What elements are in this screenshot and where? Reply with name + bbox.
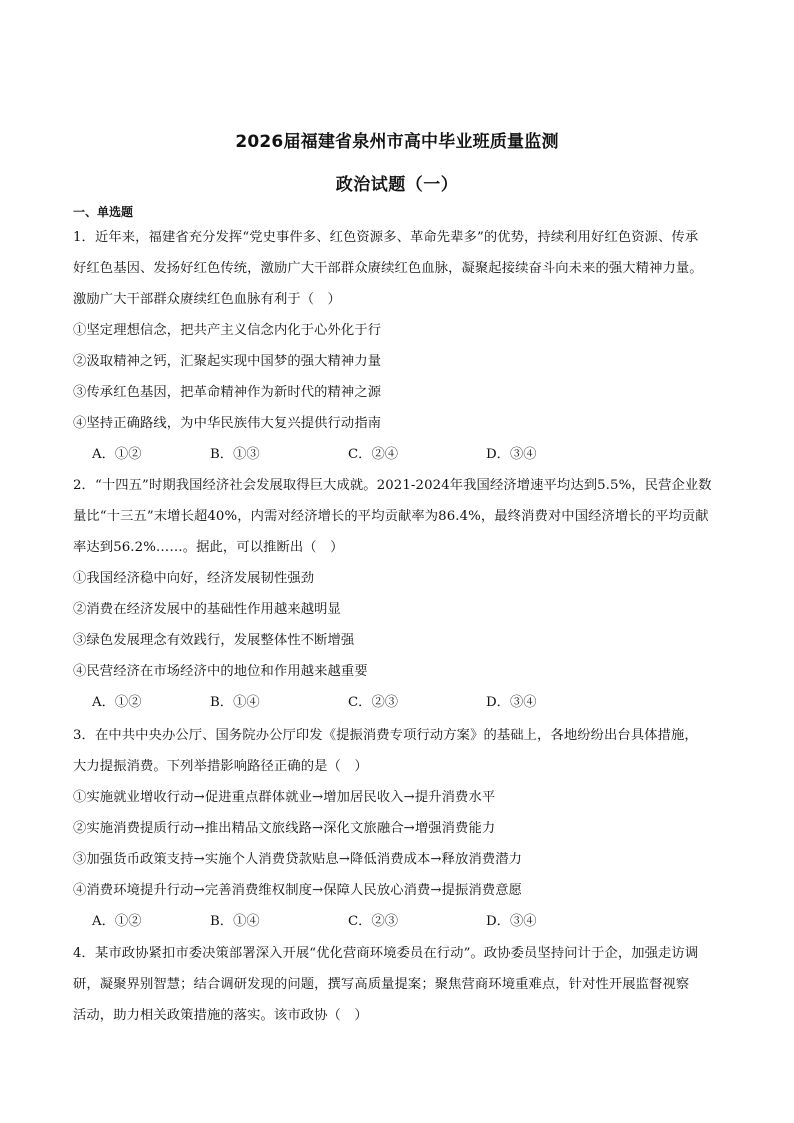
option-a[interactable]: A．①② [92,695,142,710]
option-b[interactable]: B．①④ [210,695,260,710]
option-d[interactable]: D．③④ [486,695,537,710]
option-b[interactable]: B．①③ [210,447,260,462]
question-stem-line: 激励广大干部群众赓续红色血脉有利于（ ） [73,292,341,307]
statement: ④民营经济在市场经济中的地位和作用越来越重要 [73,664,368,679]
exam-subtitle: 政治试题（一） [335,175,459,195]
statement: ②实施消费提质行动→推出精品文旅线路→深化文旅融合→增强消费能力 [73,821,496,836]
statement: ②汲取精神之钙，汇聚起实现中国梦的强大精神力量 [73,354,382,369]
question-stem-line: 好红色基因、发扬好红色传统，激励广大干部群众赓续红色血脉，凝聚起接续奋斗向未来的强大精神力量。 [73,261,703,276]
statement: ③绿色发展理念有效践行，发展整体性不断增强 [73,633,355,648]
question-stem-line: 活动，助力相关政策措施的落实。该市政协（ ） [73,1008,368,1023]
question-stem-line: 2．“十四五”时期我国经济社会发展取得巨大成就。2021-2024年我国经济增速平均达到5.5%，民营企业数 [73,478,712,493]
statement: ①实施就业增收行动→促进重点群体就业→增加居民收入→提升消费水平 [73,790,496,805]
option-a[interactable]: A．①② [92,914,142,929]
statement: ①我国经济稳中向好，经济发展韧性强劲 [73,571,315,586]
section-heading: 一、单选题 [73,205,134,219]
statement: ④坚持正确路线，为中华民族伟大复兴提供行动指南 [73,416,382,431]
question-stem-line: 量比“十三五”末增长超40%，内需对经济增长的平均贡献率为86.4%，最终消费对中国经济增长的平均贡献 [73,509,709,524]
option-b[interactable]: B．①④ [210,914,260,929]
exam-title: 2026届福建省泉州市高中毕业班质量监测 [235,132,559,152]
option-c[interactable]: C．②③ [348,914,399,929]
statement: ③加强货币政策支持→实施个人消费贷款贴息→降低消费成本→释放消费潜力 [73,852,523,867]
option-d[interactable]: D．③④ [486,914,537,929]
option-c[interactable]: C．②③ [348,695,399,710]
option-d[interactable]: D．③④ [486,447,537,462]
option-c[interactable]: C．②④ [348,447,399,462]
question-stem-line: 4．某市政协紧扣市委决策部署深入开展“优化营商环境委员在行动”。政协委员坚持问计于企，加强走访调 [73,946,699,961]
question-stem-line: 研，凝聚界别智慧；结合调研发现的问题，撰写高质量提案；聚焦营商环境重难点，针对性开展监督视察 [73,977,690,992]
question-stem-line: 率达到56.2%……。据此，可以推断出（ ） [73,540,344,555]
question-stem-line: 大力提振消费。下列举措影响路径正确的是（ ） [73,759,368,774]
statement: ②消费在经济发展中的基础性作用越来越明显 [73,602,341,617]
option-a[interactable]: A．①② [92,447,142,462]
question-stem-line: 1．近年来，福建省充分发挥“党史事件多、红色资源多、革命先辈多”的优势，持续利用好红色资源、传承 [73,230,699,245]
statement: ③传承红色基因，把革命精神作为新时代的精神之源 [73,385,382,400]
statement: ④消费环境提升行动→完善消费维权制度→保障人民放心消费→提振消费意愿 [73,883,523,898]
question-stem-line: 3．在中共中央办公厅、国务院办公厅印发《提振消费专项行动方案》的基础上，各地纷纷出台具体措施， [73,728,698,743]
statement: ①坚定理想信念，把共产主义信念内化于心外化于行 [73,323,382,338]
